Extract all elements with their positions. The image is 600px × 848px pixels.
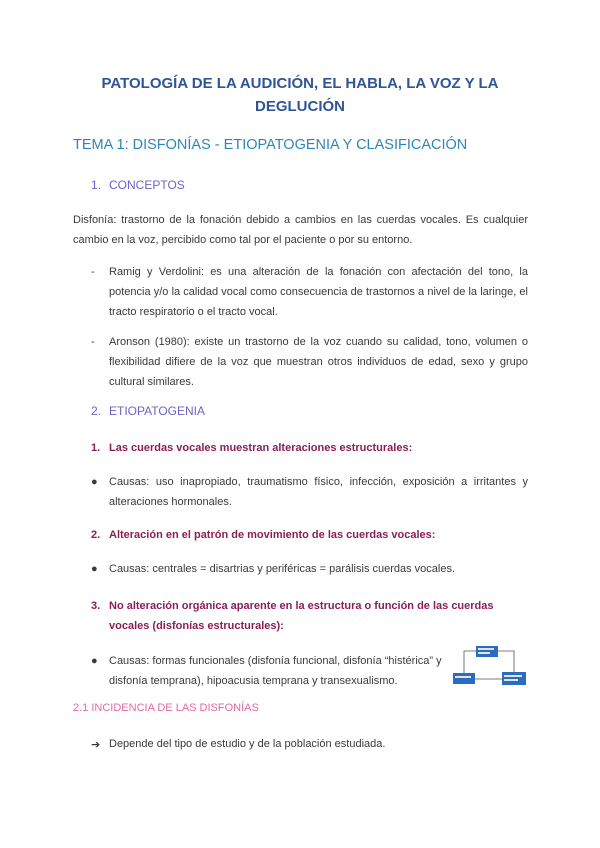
section2-heading: ETIOPATOGENIA [109,404,206,418]
arrow-icon: ➔ [91,739,101,751]
list-marker: - [91,336,95,348]
diagram-box-left [453,673,475,684]
list-item: Causas: centrales = disartrias y periféricas = parálisis cuerdas vocales. [109,563,456,575]
subsection-heading: Alteración en el patrón de movimiento de las cuerdas vocales: [109,529,436,541]
section1-number: 1. [91,178,102,192]
bullet-icon: ● [91,476,98,488]
section21-heading: 2.1 INCIDENCIA DE LAS DISFONÍAS [73,702,259,714]
subsection-number: 3. [91,600,101,612]
subsection-number: 1. [91,442,101,454]
flow-diagram-image [452,645,528,687]
tema-heading: TEMA 1: DISFONÍAS - ETIOPATOGENIA Y CLASIFICACIÓN [73,137,468,153]
list-marker: - [91,266,95,278]
section2-number: 2. [91,404,102,418]
subsection-heading: Las cuerdas vocales muestran alteraciones estructurales: [109,442,413,454]
list-item: Causas: formas funcionales (disfonía funcional, disfonía “histérica” y disfonía temprana), hipoacusia temprana y transexualismo. [109,655,442,687]
bullet-icon: ● [91,655,98,667]
list-item: Depende del tipo de estudio y de la población estudiada. [109,738,386,750]
diagram-box-right [502,672,526,685]
section1-heading: CONCEPTOS [109,178,185,192]
subsection-number: 2. [91,529,101,541]
document-title: PATOLOGÍA DE LA AUDICIÓN, EL HABLA, LA VOZ Y LA DEGLUCIÓN [101,75,499,115]
list-item: Ramig y Verdolini: es una alteración de la fonación con afectación del tono, la potencia y/o la calidad vocal como consecuencia de trastornos a nivel de la laringe, el tracto respiratorio o el tracto vocal. [109,266,528,318]
list-item: Causas: uso inapropiado, traumatismo físico, infección, exposición a irritantes y alteraciones hormonales. [109,476,528,508]
diagram-box-top [476,646,498,657]
bullet-icon: ● [91,563,98,575]
definition-paragraph: Disfonía: trastorno de la fonación debido a cambios en las cuerdas vocales. Es cualquier cambio en la voz, percibido como tal por el paciente o por su entorno. [73,214,528,246]
list-item: Aronson (1980): existe un trastorno de la voz cuando su calidad, tono, volumen o flexibilidad difiere de la voz que muestran otros individuos de edad, sexo y grupo cultural similares. [109,336,528,388]
subsection-heading: No alteración orgánica aparente en la estructura o función de las cuerdas vocales (disfonías estructurales): [109,600,494,632]
